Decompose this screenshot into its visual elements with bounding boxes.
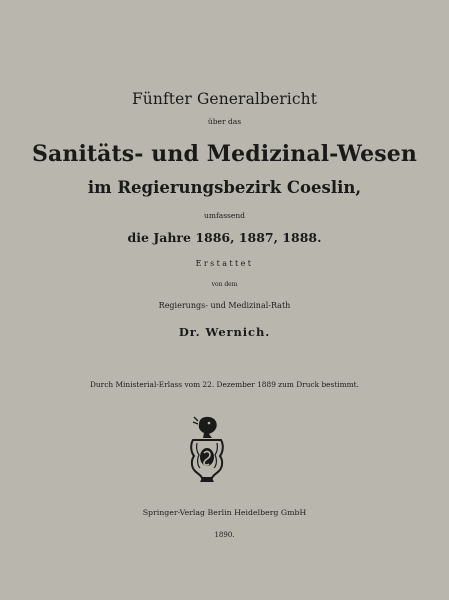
springer-chess-knight-logo-icon	[185, 415, 229, 483]
decree-note: Durch Ministerial-Erlass vom 22. Dezember 1889 zum Druck bestimmt.	[89, 380, 360, 389]
umfassend-text: umfassend	[204, 211, 245, 220]
years-line: die Jahre 1886, 1887, 1888.	[127, 230, 322, 245]
main-title: Sanitäts- und Medizinal-Wesen	[32, 141, 417, 167]
region-line: im Regierungsbezirk Coeslin,	[87, 178, 362, 197]
publisher-line: Springer-Verlag Berlin Heidelberg GmbH	[142, 508, 307, 517]
publication-year: 1890.	[214, 531, 235, 539]
author-role: Regierungs- und Medizinal-Rath	[158, 301, 291, 310]
author-name: Dr. Wernich.	[178, 325, 271, 339]
uber-das-text: über das	[207, 117, 242, 126]
erstattet-text: Erstattet	[195, 259, 254, 268]
book-title: Fünfter Generalbericht	[131, 90, 318, 108]
von-dem-text: von dem	[211, 281, 238, 288]
